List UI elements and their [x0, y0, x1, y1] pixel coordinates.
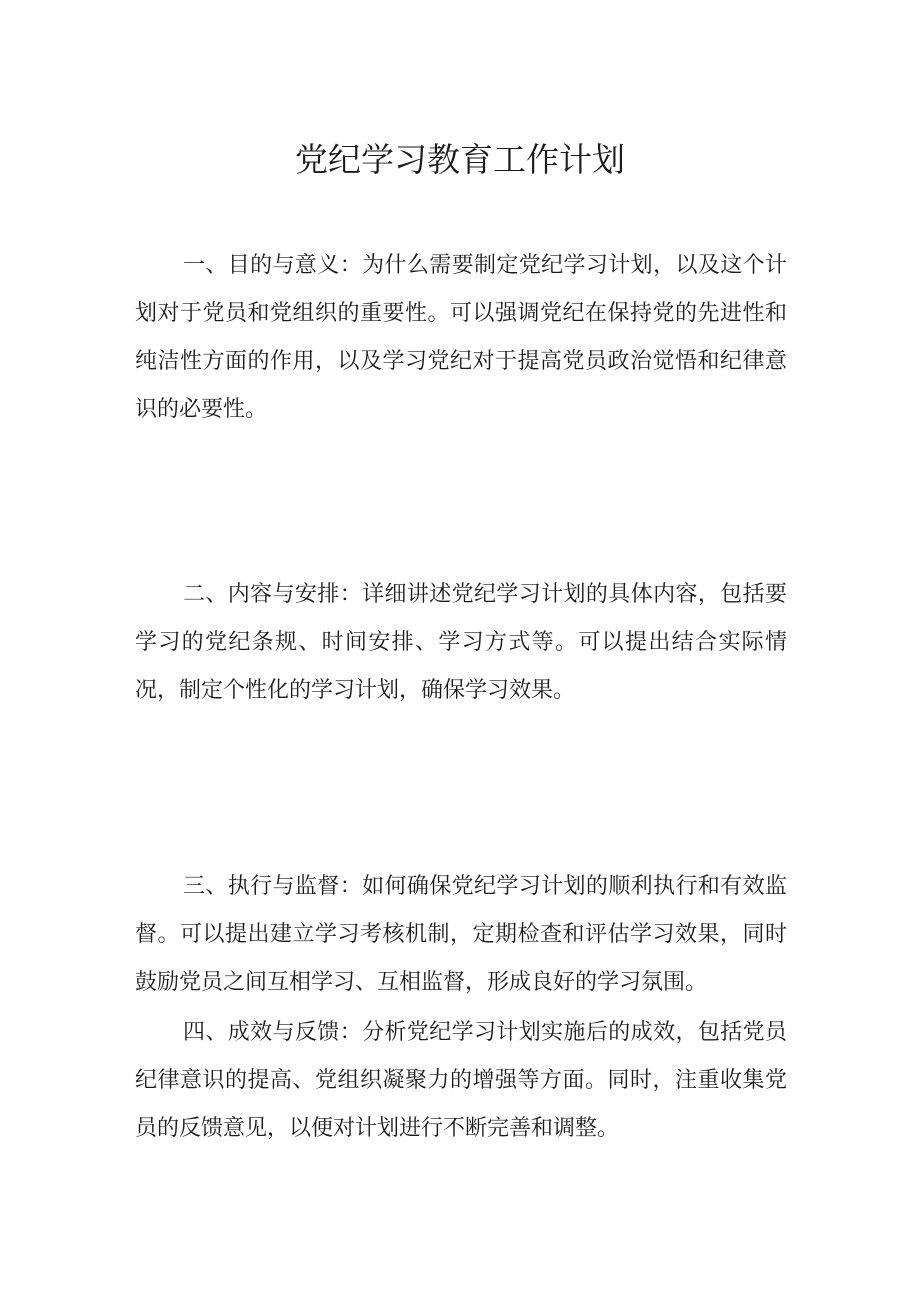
section-purpose-paragraph: 一、目的与意义：为什么需要制定党纪学习计划，以及这个计划对于党员和党组织的重要性。可以强调党纪在保持党的先进性和纯洁性方面的作用，以及学习党纪对于提高党员政治觉悟和纪律意识的必要性。: [135, 253, 787, 422]
section-content-paragraph: 二、内容与安排：详细讲述党纪学习计划的具体内容，包括要学习的党纪条规、时间安排、学习方式等。可以提出结合实际情况，制定个性化的学习计划，确保学习效果。: [135, 582, 787, 703]
section-execution-paragraph: 三、执行与监督：如何确保党纪学习计划的顺利执行和有效监督。可以提出建立学习考核机制，定期检查和评估学习效果，同时鼓励党员之间互相学习、互相监督，形成良好的学习氛围。: [135, 874, 787, 995]
document-title: 党纪学习教育工作计划: [295, 140, 625, 179]
section-results-paragraph: 四、成效与反馈：分析党纪学习计划实施后的成效，包括党员纪律意识的提高、党组织凝聚力的增强等方面。同时，注重收集党员的反馈意见，以便对计划进行不断完善和调整。: [135, 1020, 787, 1141]
